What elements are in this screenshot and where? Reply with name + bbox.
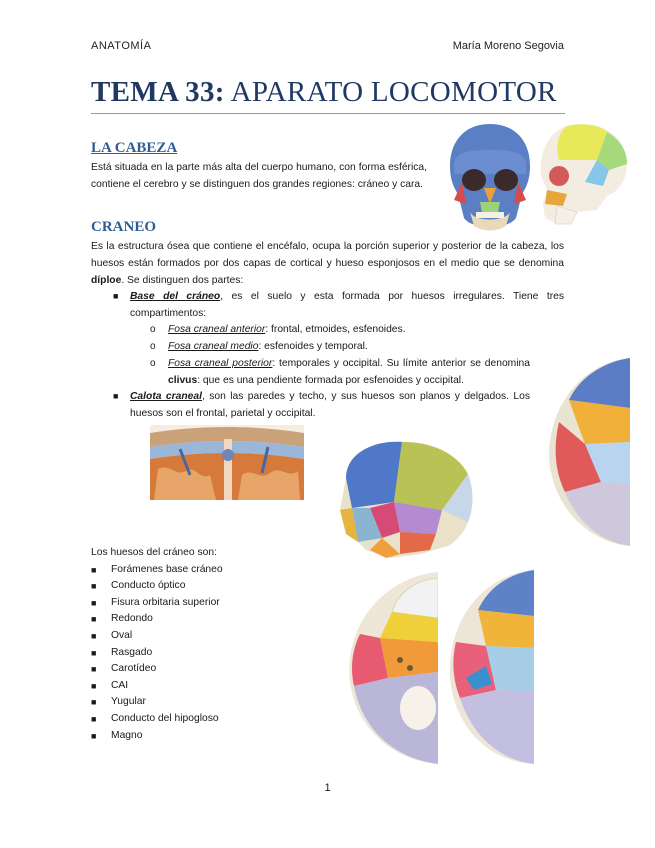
craneo-diploe: díploe [91, 275, 122, 286]
bullet-calota-text: , son las paredes y techo, y sus huesos son planos y delgados. Los huesos son el frontal, parietal y occipital. [130, 391, 530, 419]
list-item-text: Conducto del hipogloso [111, 712, 219, 724]
subitem-fosa-medio [150, 338, 530, 355]
skull-base-left-illustration [336, 568, 438, 768]
list-item-text: Oval [111, 629, 133, 641]
craneo-paragraph [91, 238, 564, 289]
skull-base-right-illustration [446, 566, 534, 768]
subitem-term: Fosa craneal anterior [168, 324, 266, 335]
calota-section-illustration [150, 425, 304, 500]
skull-frontal-illustration [444, 122, 536, 234]
list-item: ■ Forámenes base cráneo [91, 563, 223, 575]
list-item: ■ Rasgado [91, 646, 153, 658]
list-item: ■ Yugular [91, 696, 146, 708]
bullet-marker: ■ [113, 291, 119, 301]
subitem-text: : temporales y occipital. Su límite anterior se denomina [272, 358, 530, 369]
subitem-marker: o [150, 324, 156, 335]
cabeza-paragraph: Está situada en la parte más alta del cuerpo humano, con forma esférica, contiene el cerebro y se distinguen dos grandes regiones: cráneo y cara. [91, 162, 427, 190]
title-bold: TEMA 33: [91, 76, 225, 108]
bullet-marker: ■ [113, 391, 119, 401]
list-item: ■ Carotídeo [91, 663, 157, 675]
craneo-text-after: . Se distinguen dos partes: [121, 275, 244, 286]
list-item-text: CAI [111, 679, 129, 691]
list-item-text: Fisura orbitaria superior [111, 596, 220, 608]
header-right: María Moreno Segovia [452, 40, 564, 52]
list-item: ■ Fisura orbitaria superior [91, 596, 220, 608]
bullet-base-term: Base del cráneo [130, 291, 221, 302]
skull-base-edge-illustration [545, 352, 630, 550]
list-item-text: Magno [111, 729, 143, 741]
list-item-text: Redondo [111, 613, 153, 625]
bullet-base-text: , es el suelo y esta formada por huesos irregulares. Tiene tres compartimentos: [130, 291, 565, 319]
list-item: ■ Magno [91, 729, 143, 741]
list-item: ■ Conducto del hipogloso [91, 712, 219, 724]
subitem-fosa-posterior [150, 355, 530, 389]
subitem-clivus: clivus [168, 375, 198, 386]
skull-lateral-illustration [537, 120, 631, 232]
list-item: ■ CAI [91, 679, 129, 691]
subitem-text: : esfenoides y temporal. [258, 341, 368, 352]
list-item-text: Carotídeo [111, 663, 157, 675]
list-item: ■ Redondo [91, 613, 153, 625]
title-rest: APARATO LOCOMOTOR [224, 76, 557, 108]
page-number: 1 [324, 782, 331, 794]
list-item-text: Forámenes base cráneo [111, 563, 223, 575]
title-rule [91, 113, 565, 114]
subitem-marker: o [150, 341, 156, 352]
craneo-text-before: Es la estructura ósea que contiene el encéfalo, ocupa la porción superior y posterior de la cabeza, los huesos están formados por dos capas de cortical y hueso esponjosos en el medio que se denomina [91, 241, 564, 269]
subitem-fosa-anterior [150, 321, 530, 338]
subitem-term: Fosa craneal posterior [168, 358, 273, 369]
craneo-heading-text: CRANEO [91, 219, 157, 235]
list-item-text: Conducto óptico [111, 580, 186, 592]
list-item: ■ Oval [91, 629, 133, 641]
list-item-text: Rasgado [111, 646, 153, 658]
subitem-text: : frontal, etmoides, esfenoides. [265, 324, 406, 335]
list-item-text: Yugular [111, 696, 146, 708]
bullet-calota-craneal [113, 388, 530, 422]
huesos-list [91, 545, 223, 744]
section-heading-cabeza: LA CABEZA [91, 140, 178, 156]
subitem-tail: : que es una pendiente formada por esfenoides y occipital. [197, 375, 464, 386]
subitem-marker: o [150, 358, 156, 369]
bullet-calota-term: Calota craneal [130, 391, 202, 402]
skull-lateral-colored-illustration [330, 438, 477, 563]
list-item: ■ Conducto óptico [91, 580, 186, 592]
bullet-base-craneo [113, 288, 565, 322]
section-heading-craneo [91, 219, 156, 236]
huesos-intro: Los huesos del cráneo son: [91, 547, 217, 558]
subitem-term: Fosa craneal medio [168, 341, 259, 352]
page-title [91, 76, 557, 109]
header-left: ANATOMÍA [91, 40, 152, 52]
